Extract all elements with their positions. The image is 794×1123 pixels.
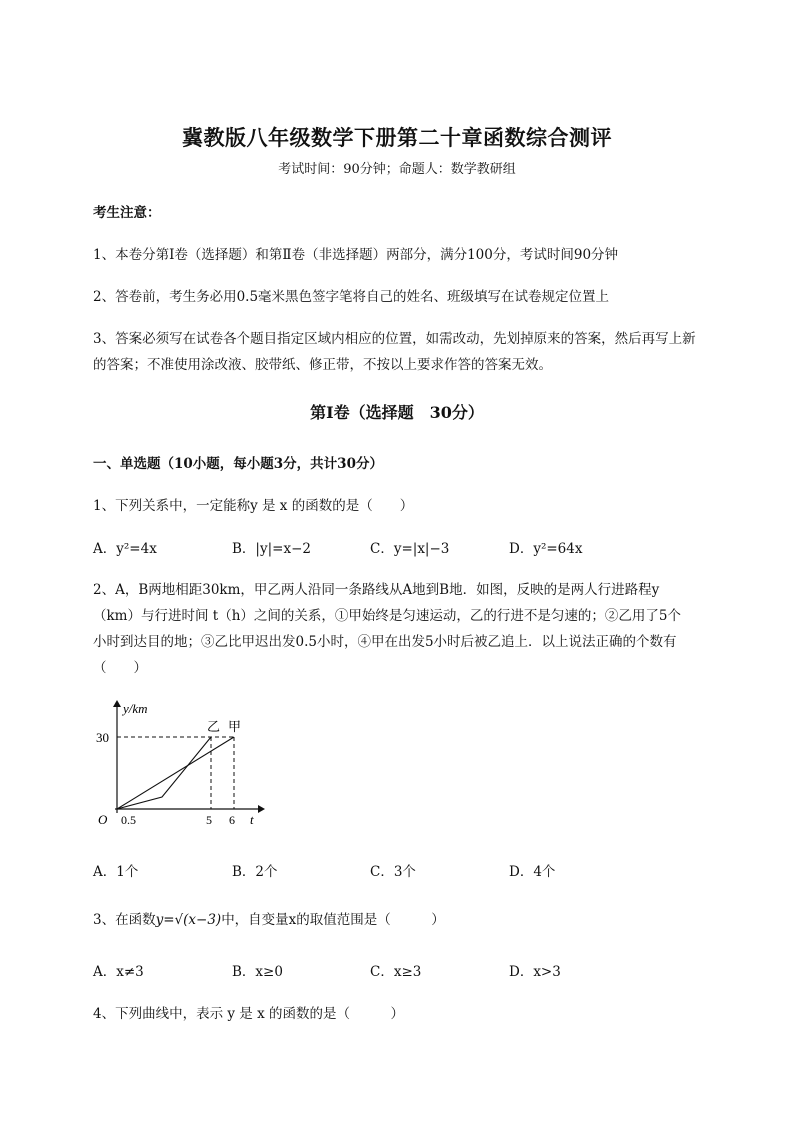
series-label-jia: 甲 [228, 719, 242, 734]
x-axis-arrow-icon [258, 805, 265, 813]
x-tick-6: 6 [229, 813, 235, 827]
q1-stem: 1、下列关系中，一定能称y 是 x 的函数的是（ ） [93, 498, 414, 514]
y-axis-arrow-icon [113, 700, 121, 707]
origin-label: O [98, 812, 108, 827]
q3-option-a: A．x≠3 [93, 964, 144, 980]
y-axis-label: y/km [123, 701, 148, 716]
q2-option-d: D．4个 [509, 864, 556, 880]
y-tick-30: 30 [96, 730, 109, 745]
notice-item-1: 1、本卷分第I卷（选择题）和第Ⅱ卷（非选择题）两部分，满分100分，考试时间90分钟 [93, 247, 619, 263]
exam-subtitle: 考试时间：90分钟；命题人：数学教研组 [278, 162, 516, 177]
notice-heading: 考生注意： [93, 205, 161, 221]
q2-option-c: C．3个 [370, 864, 416, 880]
q2-option-b: B．2个 [232, 864, 278, 880]
q2-line-4: （ ） [93, 660, 147, 676]
page-title: 冀教版八年级数学下册第二十章函数综合测评 [182, 125, 612, 150]
x-tick-0-5: 0.5 [121, 813, 136, 827]
series-yi-line [117, 737, 211, 809]
notice-item-3: 3、答案必须写在试卷各个题目指定区域内相应的位置，如需改动，先划掉原来的答案，然后再写上新 [93, 331, 696, 347]
q3-stem-prefix: 3、在函数 [93, 912, 156, 928]
x-axis-label: t [250, 812, 254, 827]
q2-line-2: （km）与行进时间 t（h）之间的关系，①甲始终是匀速运动，乙的行进不是匀速的；②乙用了5个 [93, 608, 681, 624]
q1-option-c: C．y=|x|−3 [370, 541, 450, 557]
part-title: 一、单选题（10小题，每小题3分，共计30分） [93, 456, 383, 472]
q1-option-a: A．y²=4x [93, 541, 157, 557]
x-tick-5: 5 [206, 813, 212, 827]
distance-time-graph [90, 695, 280, 835]
q2-line-3: 小时到达目的地；③乙比甲迟出发0.5小时，④甲在出发5小时后被乙追上．以上说法正确的个数有 [93, 634, 677, 650]
q3-stem [93, 908, 445, 928]
q1-option-d: D．y²=64x [509, 541, 583, 557]
series-jia-line [117, 737, 234, 809]
notice-item-3-cont: 的答案；不准使用涂改液、胶带纸、修正带，不按以上要求作答的答案无效。 [93, 357, 552, 373]
q2-option-a: A．1个 [93, 864, 139, 880]
q3-option-c: C．x≥3 [370, 964, 422, 980]
notice-item-2: 2、答卷前，考生务必用0.5毫米黑色签字笔将自己的姓名、班级填写在试卷规定位置上 [93, 289, 610, 305]
q3-stem-suffix: 中，自变量x的取值范围是（ ） [221, 912, 445, 928]
q3-formula: y=√(x−3) [155, 912, 222, 928]
q2-line-1: 2、A，B两地相距30km，甲乙两人沿同一条路线从A地到B地．如图，反映的是两人行进路程y [93, 582, 660, 598]
section-title: 第I卷（选择题 30分） [310, 403, 484, 422]
q3-option-b: B．x≥0 [232, 964, 283, 980]
series-label-yi: 乙 [207, 719, 221, 734]
q3-option-d: D．x>3 [509, 964, 561, 980]
q4-stem: 4、下列曲线中，表示 y 是 x 的函数的是（ ） [93, 1006, 404, 1022]
q1-option-b: B．|y|=x−2 [232, 541, 311, 557]
